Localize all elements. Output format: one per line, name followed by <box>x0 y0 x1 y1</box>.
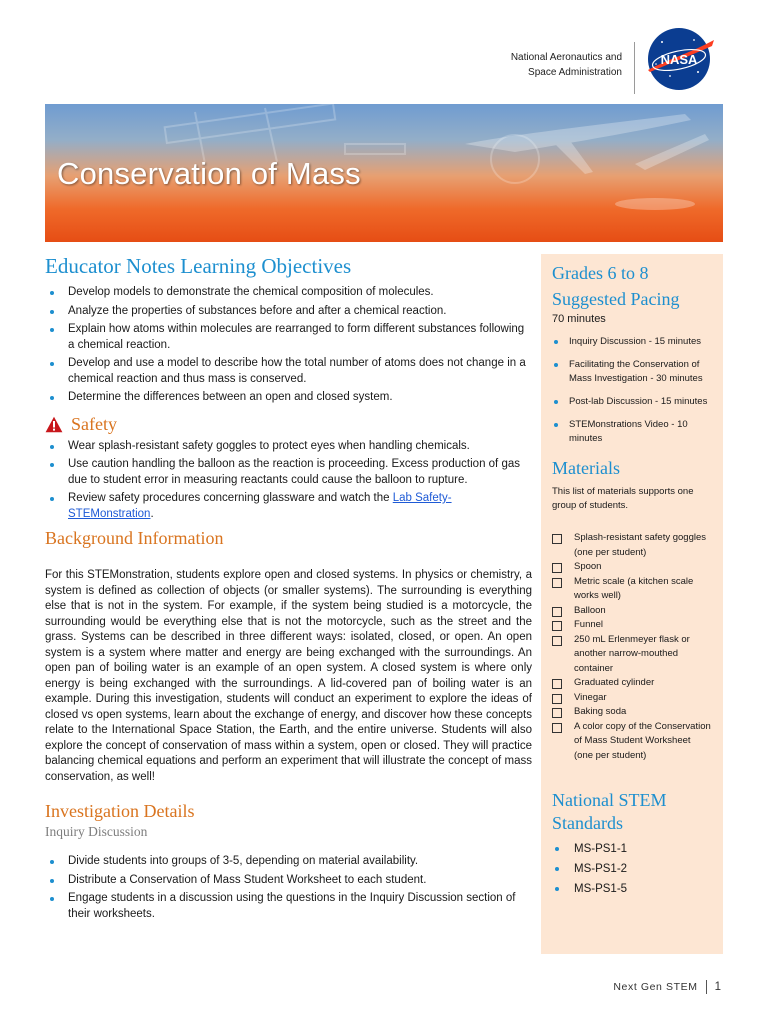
safety-header <box>45 414 532 435</box>
materials-checklist <box>552 531 712 763</box>
safety-heading: Safety <box>71 413 117 434</box>
checkbox-icon <box>552 723 562 733</box>
title-banner <box>45 104 723 242</box>
list-item: MS-PS1-2 <box>552 859 712 879</box>
nasa-logo-text: NASA <box>660 52 698 67</box>
investigation-list <box>45 854 532 922</box>
list-item: Engage students in a discussion using the questions in the Inquiry Discussion section of their worksheets. <box>45 891 532 922</box>
standards-heading-line-2: Standards <box>552 813 623 833</box>
materials-note: This list of materials supports one group of students. <box>552 486 694 511</box>
checklist-item: A color copy of the Conservation of Mass Student Worksheet (one per student) <box>552 720 712 764</box>
lab-safety-link[interactable]: Lab Safety-STEMonstration <box>68 492 452 520</box>
page-footer <box>613 980 721 994</box>
pacing-total: 70 minutes <box>552 313 606 325</box>
footer-divider <box>706 980 707 994</box>
warning-icon <box>45 416 63 433</box>
standards-heading <box>552 789 712 835</box>
checklist-item: Funnel <box>552 618 712 633</box>
checklist-item: Baking soda <box>552 705 712 720</box>
agency-name <box>511 50 622 80</box>
list-item: MS-PS1-1 <box>552 839 712 859</box>
checkbox-icon <box>552 636 562 646</box>
objectives-heading: Educator Notes Learning Objectives <box>45 254 352 278</box>
background-paragraph: For this STEMonstration, students explore open and closed systems. In physics or chemistry, a system is defined as collection of objects (or smaller systems). The surrounding is everything else that is not in the system. For example, if the system being studied is a motorcycle, the surrounding would be everything else that is not the motorcycle, such as the street and the grass. Systems can be described in three different ways: isolated, closed, or open. An open system is a system where matter and energy are being exchanged with the surroundings. An open pan of boiling water is an example of an open system. A closed system is where only energy is being exchanged with the surroundings. A lid-covered pan of boiling water is an example. During this investigation, students will conduct an experiment to explore the ideas of closed vs open systems, learn about the exchange of energy, and discover how these concepts relate to the International Space Station, the Earth, and the entire universe. Students will also explore the concept of conservation of mass within a system, open or closed. They will practice balancing chemical equations and perform an experiment that will illustrate the concept of mass conservation, as well! <box>45 569 532 783</box>
background-heading: Background Information <box>45 528 224 548</box>
grades-heading: Grades 6 to 8 <box>552 263 649 283</box>
agency-line-2: Space Administration <box>528 67 622 78</box>
list-item: Distribute a Conservation of Mass Student Worksheet to each student. <box>45 873 532 889</box>
footer-label: Next Gen STEM <box>613 981 698 993</box>
header-divider <box>634 42 635 94</box>
checklist-item: Vinegar <box>552 691 712 706</box>
page-number: 1 <box>714 981 721 993</box>
investigation-heading: Investigation Details <box>45 801 195 821</box>
list-item: Facilitating the Conservation of Mass Investigation - 30 minutes <box>552 358 712 386</box>
checklist-item: 250 mL Erlenmeyer flask or another narrow-mouthed container <box>552 633 712 677</box>
list-item: MS-PS1-5 <box>552 879 712 899</box>
checkbox-icon <box>552 563 562 573</box>
checklist-item: Splash-resistant safety goggles (one per student) <box>552 531 712 560</box>
list-item: Post-lab Discussion - 15 minutes <box>552 395 712 409</box>
checklist-item: Spoon <box>552 560 712 575</box>
page-title: Conservation of Mass <box>57 156 361 191</box>
list-item: Explain how atoms within molecules are rearranged to form different substances following a chemical reaction. <box>45 322 532 353</box>
safety-list <box>45 439 532 523</box>
checkbox-icon <box>552 578 562 588</box>
list-item: Divide students into groups of 3-5, depending on material availability. <box>45 854 532 870</box>
checkbox-icon <box>552 694 562 704</box>
checklist-item: Metric scale (a kitchen scale works well) <box>552 575 712 604</box>
inquiry-subheading: Inquiry Discussion <box>45 824 148 839</box>
safety-link-suffix: . <box>150 507 154 520</box>
list-item: Develop and use a model to describe how the total number of atoms does not change in a chemical reaction and thus mass is conserved. <box>45 356 532 387</box>
main-content <box>45 254 532 925</box>
list-item: STEMonstrations Video - 10 minutes <box>552 418 712 446</box>
nasa-logo <box>640 26 718 92</box>
list-item: Use caution handling the balloon as the reaction is proceeding. Excess production of gas due to student error in measuring reactants could cause the balloon to rupture. <box>45 457 532 488</box>
checkbox-icon <box>552 607 562 617</box>
sidebar-panel <box>541 254 723 954</box>
checkbox-icon <box>552 679 562 689</box>
list-item: Wear splash-resistant safety goggles to protect eyes when handling chemicals. <box>45 439 532 455</box>
standards-list <box>552 839 712 899</box>
objectives-list <box>45 285 532 406</box>
materials-heading: Materials <box>552 458 620 478</box>
list-item <box>45 491 532 522</box>
list-item: Determine the differences between an open and closed system. <box>45 390 532 406</box>
checkbox-icon <box>552 621 562 631</box>
list-item: Inquiry Discussion - 15 minutes <box>552 335 712 349</box>
list-item: Develop models to demonstrate the chemical composition of molecules. <box>45 285 532 301</box>
standards-heading-line-1: National STEM <box>552 790 667 810</box>
safety-link-prefix: Review safety procedures concerning glassware and watch the <box>68 492 393 504</box>
pacing-heading: Suggested Pacing <box>552 289 680 309</box>
checkbox-icon <box>552 708 562 718</box>
checklist-item: Graduated cylinder <box>552 676 712 691</box>
checkbox-icon <box>552 534 562 544</box>
agency-line-1: National Aeronautics and <box>510 52 622 63</box>
checklist-item: Balloon <box>552 604 712 619</box>
list-item: Analyze the properties of substances before and after a chemical reaction. <box>45 304 532 320</box>
pacing-list <box>552 335 712 446</box>
